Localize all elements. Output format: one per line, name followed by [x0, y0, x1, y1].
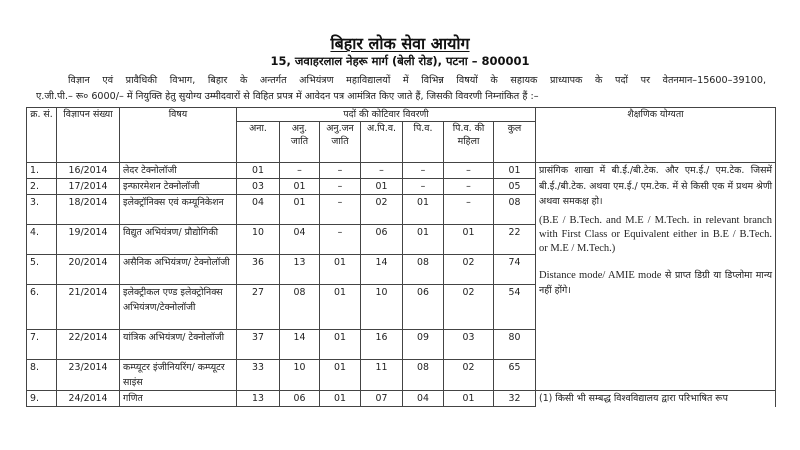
row-sno: 8. [27, 360, 57, 391]
row-bc: 01 [403, 195, 444, 225]
row-ebc: 07 [361, 391, 403, 407]
row-sno: 4. [27, 225, 57, 255]
commission-title [0, 32, 800, 54]
row-sno: 1. [27, 163, 57, 179]
header-total: कुल [494, 122, 536, 163]
row-st: 01 [320, 255, 361, 285]
qualification-mathematics: (1) किसी भी सम्बद्ध विश्वविद्यालय द्वारा परिभाषित रूप [536, 391, 776, 407]
header-advt-no: विज्ञापन संख्या [57, 108, 120, 163]
table-row [27, 391, 776, 407]
row-ur: 03 [237, 179, 280, 195]
row-sc: – [280, 163, 320, 179]
row-bc: 09 [403, 330, 444, 360]
row-sc: 01 [280, 179, 320, 195]
row-advt-no: 19/2014 [57, 225, 120, 255]
row-advt-no: 17/2014 [57, 179, 120, 195]
row-ebc: 02 [361, 195, 403, 225]
header-qualification: शैक्षणिक योग्यता [536, 108, 776, 163]
row-subject: विद्युत अभियंत्रण/ प्रौद्योगिकी [120, 225, 237, 255]
commission-address: 15, जवाहरलाल नेहरू मार्ग (बेली रोड), पटना – 800001 [270, 54, 530, 68]
commission-title-text: बिहार लोक सेवा आयोग [330, 34, 470, 53]
header-ebc: अ.पि.व. [361, 122, 403, 163]
advertisement-intro [36, 73, 766, 105]
header-ur: अना. [237, 122, 280, 163]
row-total: 54 [494, 285, 536, 330]
row-sc: 01 [280, 195, 320, 225]
row-bc-female: 01 [444, 225, 494, 255]
row-ur: 37 [237, 330, 280, 360]
row-ebc: 06 [361, 225, 403, 255]
row-st: – [320, 163, 361, 179]
row-bc: – [403, 163, 444, 179]
row-ebc: – [361, 163, 403, 179]
row-ur: 01 [237, 163, 280, 179]
row-bc-female: 02 [444, 360, 494, 391]
row-ebc: 10 [361, 285, 403, 330]
row-sc: 10 [280, 360, 320, 391]
row-ur: 04 [237, 195, 280, 225]
row-sno: 3. [27, 195, 57, 225]
row-advt-no: 20/2014 [57, 255, 120, 285]
row-sno: 9. [27, 391, 57, 407]
row-st: 01 [320, 391, 361, 407]
header-bc: पि.व. [403, 122, 444, 163]
row-advt-no: 21/2014 [57, 285, 120, 330]
row-advt-no: 24/2014 [57, 391, 120, 407]
row-sc: 06 [280, 391, 320, 407]
row-ur: 33 [237, 360, 280, 391]
row-sno: 6. [27, 285, 57, 330]
row-total: 80 [494, 330, 536, 360]
table-row [27, 163, 776, 179]
row-ebc: 14 [361, 255, 403, 285]
row-ur: 36 [237, 255, 280, 285]
row-st: – [320, 195, 361, 225]
row-ur: 27 [237, 285, 280, 330]
row-bc: 08 [403, 255, 444, 285]
qualification-engineering [536, 163, 776, 391]
row-ebc: 11 [361, 360, 403, 391]
row-bc: 06 [403, 285, 444, 330]
row-st: – [320, 179, 361, 195]
row-sc: 04 [280, 225, 320, 255]
row-sno: 2. [27, 179, 57, 195]
row-subject: इलेक्ट्रॉनिक्स एवं कम्यूनिकेशन [120, 195, 237, 225]
intro-line-1: विज्ञान एवं प्रावैधिकी विभाग, बिहार के अन्तर्गत अभियंत्रण महाविद्यालयों में विभिन्न विषयों के सहायक प्राध्यापक के पदों पर वेतनमान–15600–39100, [68, 75, 766, 86]
row-bc-female: 01 [444, 391, 494, 407]
row-bc: 08 [403, 360, 444, 391]
row-bc: 04 [403, 391, 444, 407]
row-subject: यांत्रिक अभियंत्रण/ टेक्नोलॉजी [120, 330, 237, 360]
row-total: 22 [494, 225, 536, 255]
row-total: 08 [494, 195, 536, 225]
row-ebc: 16 [361, 330, 403, 360]
qualification-hindi: प्रासंगिक शाखा में बी.ई./बी.टेक. और एम.ई./ एम.टेक. जिसमें बी.ई./बी.टेक. अथवा एम.ई./ एम.टेक. में से किसी एक में प्रथम श्रेणी अथवा समकक्ष हो। [539, 165, 773, 207]
row-bc: – [403, 179, 444, 195]
intro-line-2: ए.जी.पी.– रू० 6000/– में नियुक्ति हेतु सुयोग्य उम्मीदवारों से विहित प्रपत्र में आवेदन पत्र आमंत्रित किए जाते हैं, जिसकी विवरणी निम्नांकित हैं :– [36, 91, 539, 102]
header-st: अनु.जन जाति [320, 122, 361, 163]
row-ebc: 01 [361, 179, 403, 195]
row-total: 65 [494, 360, 536, 391]
row-st: 01 [320, 330, 361, 360]
header-sc: अनु. जाति [280, 122, 320, 163]
row-subject: लेदर टेक्नोलॉजी [120, 163, 237, 179]
row-ur: 10 [237, 225, 280, 255]
row-total: 05 [494, 179, 536, 195]
row-advt-no: 18/2014 [57, 195, 120, 225]
row-bc: 01 [403, 225, 444, 255]
row-advt-no: 22/2014 [57, 330, 120, 360]
row-bc-female: – [444, 163, 494, 179]
row-sc: 14 [280, 330, 320, 360]
row-bc-female: – [444, 179, 494, 195]
row-bc-female: 02 [444, 285, 494, 330]
row-advt-no: 23/2014 [57, 360, 120, 391]
row-subject: असैनिक अभियंत्रण/ टेक्नोलॉजी [120, 255, 237, 285]
header-category-group: पदों की कोटिवार विवरणी [237, 108, 536, 122]
row-total: 01 [494, 163, 536, 179]
row-total: 32 [494, 391, 536, 407]
row-sno: 5. [27, 255, 57, 285]
header-sno: क्र. सं. [27, 108, 57, 163]
row-subject: गणित [120, 391, 237, 407]
distance-note-hindi: से प्राप्त डिग्री या डिप्लोमा मान्य नहीं होंगे। [539, 269, 773, 296]
row-subject: कम्प्यूटर इंजीनियरिंग/ कम्प्यूटर साइंस [120, 360, 237, 391]
row-bc-female: – [444, 195, 494, 225]
row-advt-no: 16/2014 [57, 163, 120, 179]
row-sno: 7. [27, 330, 57, 360]
qualification-distance-note [539, 268, 772, 298]
header-subject: विषय [120, 108, 237, 163]
row-sc: 13 [280, 255, 320, 285]
row-st: 01 [320, 285, 361, 330]
row-subject: इन्फारमेशन टेक्नोलॉजी [120, 179, 237, 195]
row-subject: इलेक्ट्रीकल एण्ड इलेक्ट्रोनिक्स अभियंत्रण/टेक्नोलॉजी [120, 285, 237, 330]
row-total: 74 [494, 255, 536, 285]
vacancy-table [26, 107, 776, 407]
row-bc-female: 02 [444, 255, 494, 285]
distance-note-english: Distance mode/ AMIE mode [539, 269, 662, 281]
row-ur: 13 [237, 391, 280, 407]
row-sc: 08 [280, 285, 320, 330]
row-bc-female: 03 [444, 330, 494, 360]
row-st: 01 [320, 360, 361, 391]
qualification-english: (B.E / B.Tech. and M.E / M.Tech. in relevant branch with First Class or Equivalent either in B.E / B.Tech. or M.E / M.Tech.) [539, 214, 773, 254]
header-bc-female: पि.व. की महिला [444, 122, 494, 163]
row-st: – [320, 225, 361, 255]
